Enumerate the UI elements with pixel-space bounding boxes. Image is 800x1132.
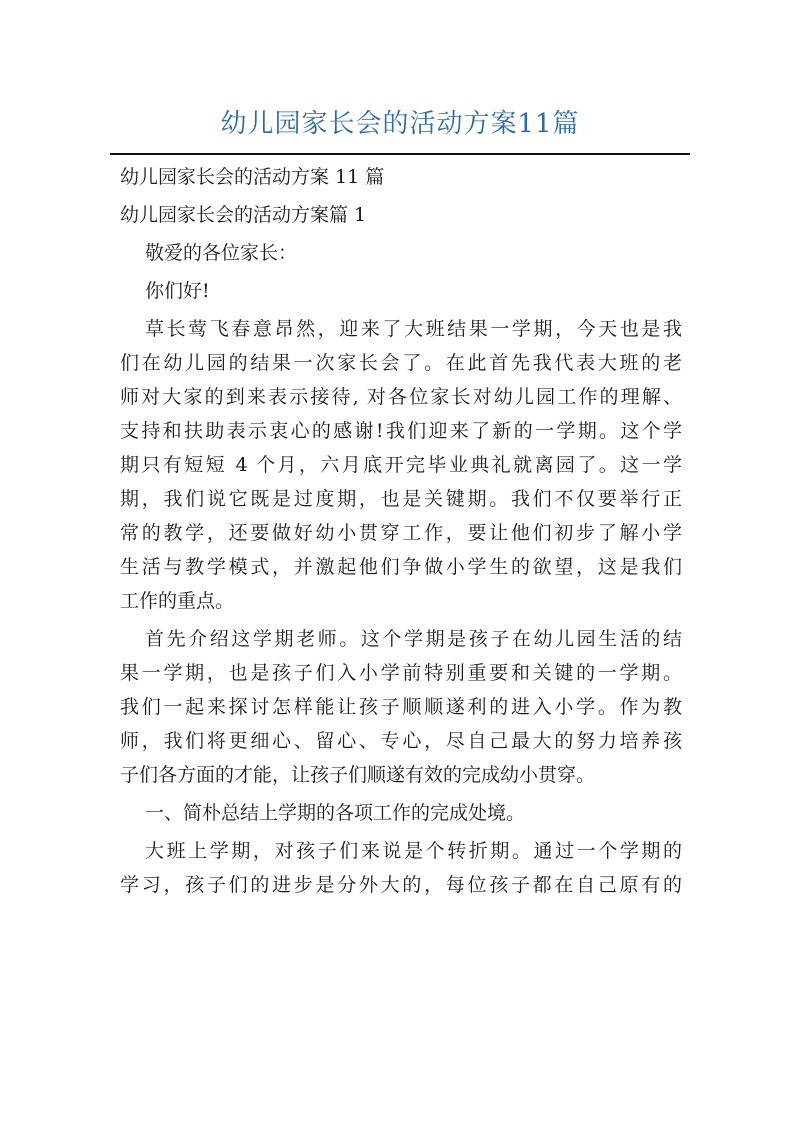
section-item-heading: 一、简朴总结上学期的各项工作的完成处境。 <box>145 802 526 824</box>
paragraph-line: 支持和扶助表示衷心的感谢!我们迎来了新的一学期。这个学 <box>120 420 682 442</box>
paragraph-line: 学习，孩子们的进步是分外大的，每位孩子都在自己原有的 <box>120 874 682 896</box>
section-heading: 幼儿园家长会的活动方案篇 1 <box>120 204 367 226</box>
greeting-line: 敬爱的各位家长： <box>145 242 298 264</box>
paragraph-line: 生活与教学模式，并激起他们争做小学生的欲望，这是我们 <box>120 556 682 578</box>
paragraph-line: 大班上学期，对孩子们来说是个转折期。通过一个学期的 <box>145 840 682 862</box>
document-subtitle: 幼儿园家长会的活动方案 11 篇 <box>120 166 385 188</box>
paragraph-line: 子们各方面的才能，让孩子们顺遂有效的完成幼小贯穿。 <box>120 764 596 786</box>
salutation-line: 你们好! <box>145 280 210 302</box>
paragraph-line: 们在幼儿园的结果一次家长会了。在此首先我代表大班的老 <box>120 352 682 374</box>
title-divider <box>110 153 690 155</box>
paragraph-1 <box>120 312 682 618</box>
paragraph-line: 师对大家的到来表示接待, 对各位家长对幼儿园工作的理解、 <box>120 386 682 408</box>
document-body <box>120 160 682 902</box>
paragraph-line: 首先介绍这学期老师。这个学期是孩子在幼儿园生活的结 <box>145 628 682 650</box>
paragraph-line: 期，我们说它既是过度期，也是关键期。我们不仅要举行正 <box>120 488 682 510</box>
paragraph-line: 期只有短短 4 个月，六月底开完毕业典礼就离园了。这一学 <box>120 454 682 476</box>
paragraph-line: 常的教学，还要做好幼小贯穿工作，要让他们初步了解小学 <box>120 522 682 544</box>
paragraph-line: 草长莺飞春意昂然，迎来了大班结果一学期，今天也是我 <box>145 318 682 340</box>
paragraph-line: 工作的重点。 <box>120 590 235 612</box>
paragraph-4 <box>120 834 682 902</box>
document-title: 幼儿园家长会的活动方案11篇 <box>220 109 580 139</box>
paragraph-line: 我们一起来探讨怎样能让孩子顺顺遂利的进入小学。作为教 <box>120 696 682 718</box>
paragraph-line: 果一学期，也是孩子们入小学前特别重要和关键的一学期。 <box>120 662 682 684</box>
paragraph-line: 师，我们将更细心、留心、专心，尽自己最大的努力培养孩 <box>120 730 682 752</box>
paragraph-2 <box>120 622 682 792</box>
